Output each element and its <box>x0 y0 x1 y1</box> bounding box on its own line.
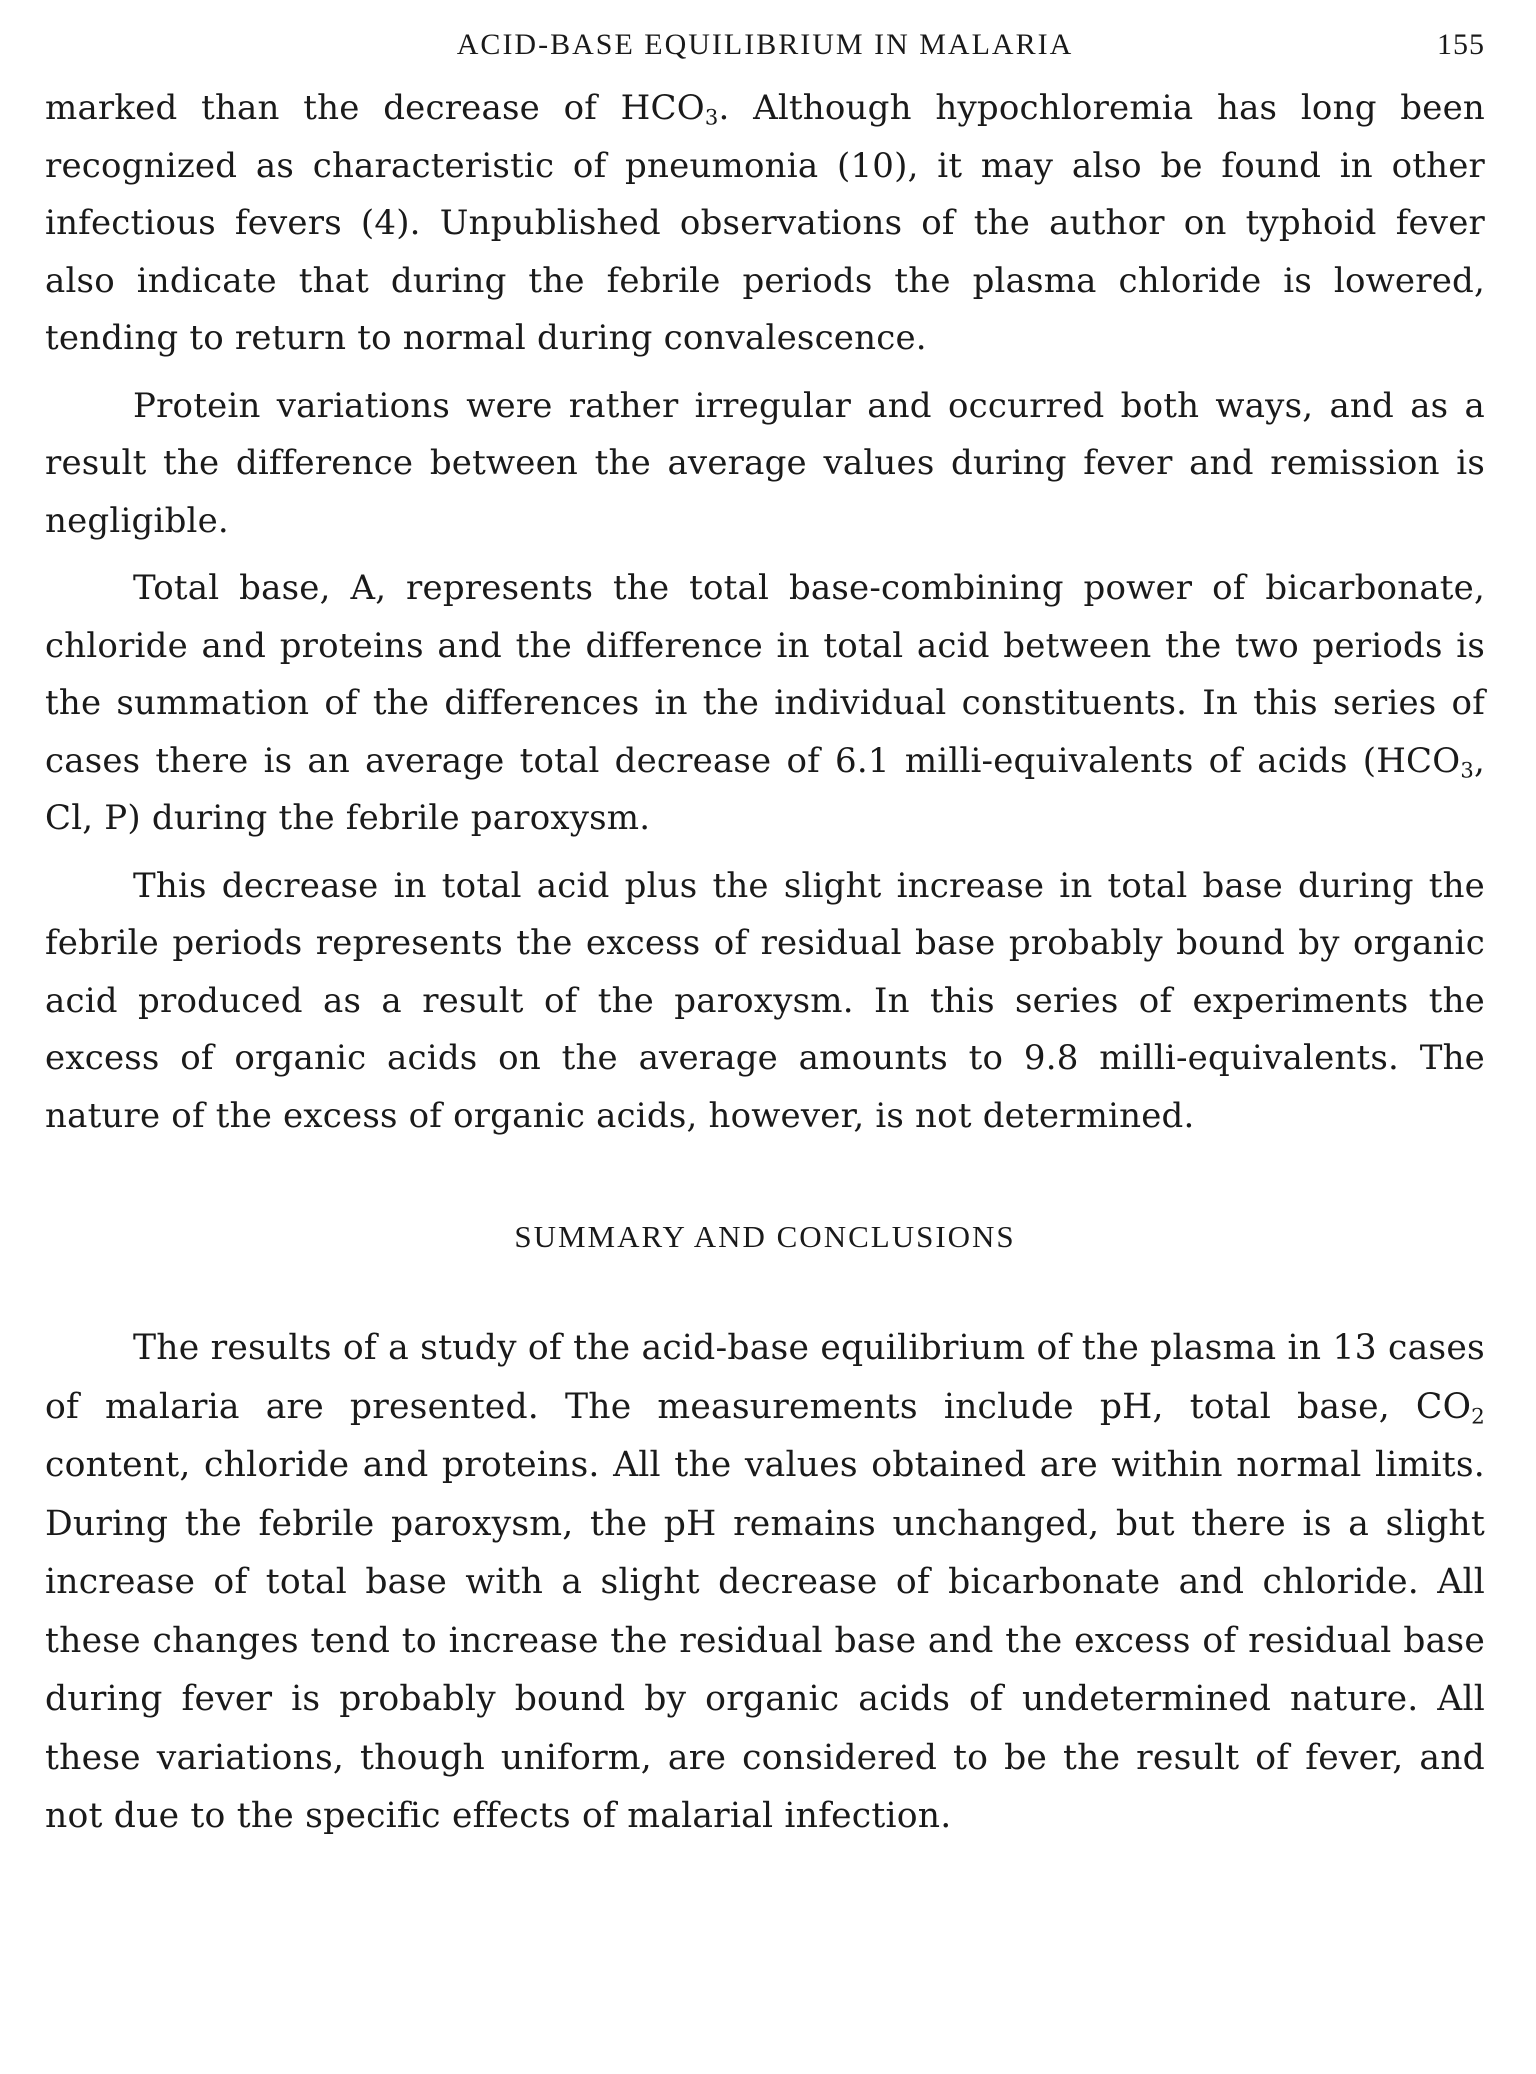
running-title: ACID-BASE EQUILIBRIUM IN MALARIA <box>456 28 1074 61</box>
paragraph <box>45 378 1485 551</box>
text-run: content, chloride and proteins. All the values obtained are within normal limits. During the febrile paroxysm, the pH remains unchanged, but there is a slight increase of total base with a slight decrease of bicarbonate and chloride. All these changes tend to increase the residual base and the excess of residual base during fever is probably bound by organic acids of undetermined nature. All these variations, though uniform, are considered to be the result of fever, and not due to the specific effects of malarial infection. <box>45 1445 1485 1836</box>
text-run: , Cl, P) during the febrile paroxysm. <box>45 740 1485 838</box>
paragraph <box>45 858 1485 1146</box>
journal-page <box>45 20 1485 2050</box>
paragraph <box>45 1319 1485 1846</box>
summary-text <box>45 1319 1485 1846</box>
paragraph <box>45 560 1485 848</box>
subscript: 3 <box>704 104 719 130</box>
subscript: 3 <box>1460 756 1474 782</box>
text-run: Protein variations were rather irregular and occurred both ways, and as a result the difference between the average values during fever and remission is negligible. <box>45 385 1485 541</box>
text-run: This decrease in total acid plus the slight increase in total base during the febrile periods represents the excess of residual base probably bound by organic acid produced as a result of the paroxysm. In this series of experiments the excess of organic acids on the average amounts to 9.8 milli-equivalents. The nature of the excess of organic acids, however, is not determined. <box>45 865 1485 1136</box>
text-run: marked than the decrease of HCO <box>45 88 705 128</box>
text-run: . Although hypochloremia has long been recognized as characteristic of pneumonia (10), it may also be found in other infectious fevers (4). Unpublished observations of the author on typhoid fever also indicate that during the febrile periods the plasma chloride is lowered, tending to return to normal during convalescence. <box>45 88 1486 358</box>
section-heading: SUMMARY AND CONCLUSIONS <box>514 1219 1016 1254</box>
text-run: Total base, A, represents the total base-combining power of bicarbonate, chloride and proteins and the difference in total acid between the two periods is the summation of the differences in the individual constituents. In this series of cases there is an average total decrease of 6.1 milli-equivalents of acids (HCO <box>45 568 1485 781</box>
running-head <box>45 20 1485 80</box>
text-run: The results of a study of the acid-base equilibrium of the plasma in 13 cases of malaria are presented. The measurements include pH, total base, CO <box>45 1328 1485 1427</box>
page-number: 155 <box>1437 28 1485 61</box>
subscript: 2 <box>1471 1403 1485 1429</box>
body-text <box>45 80 1485 1145</box>
paragraph <box>45 80 1485 368</box>
